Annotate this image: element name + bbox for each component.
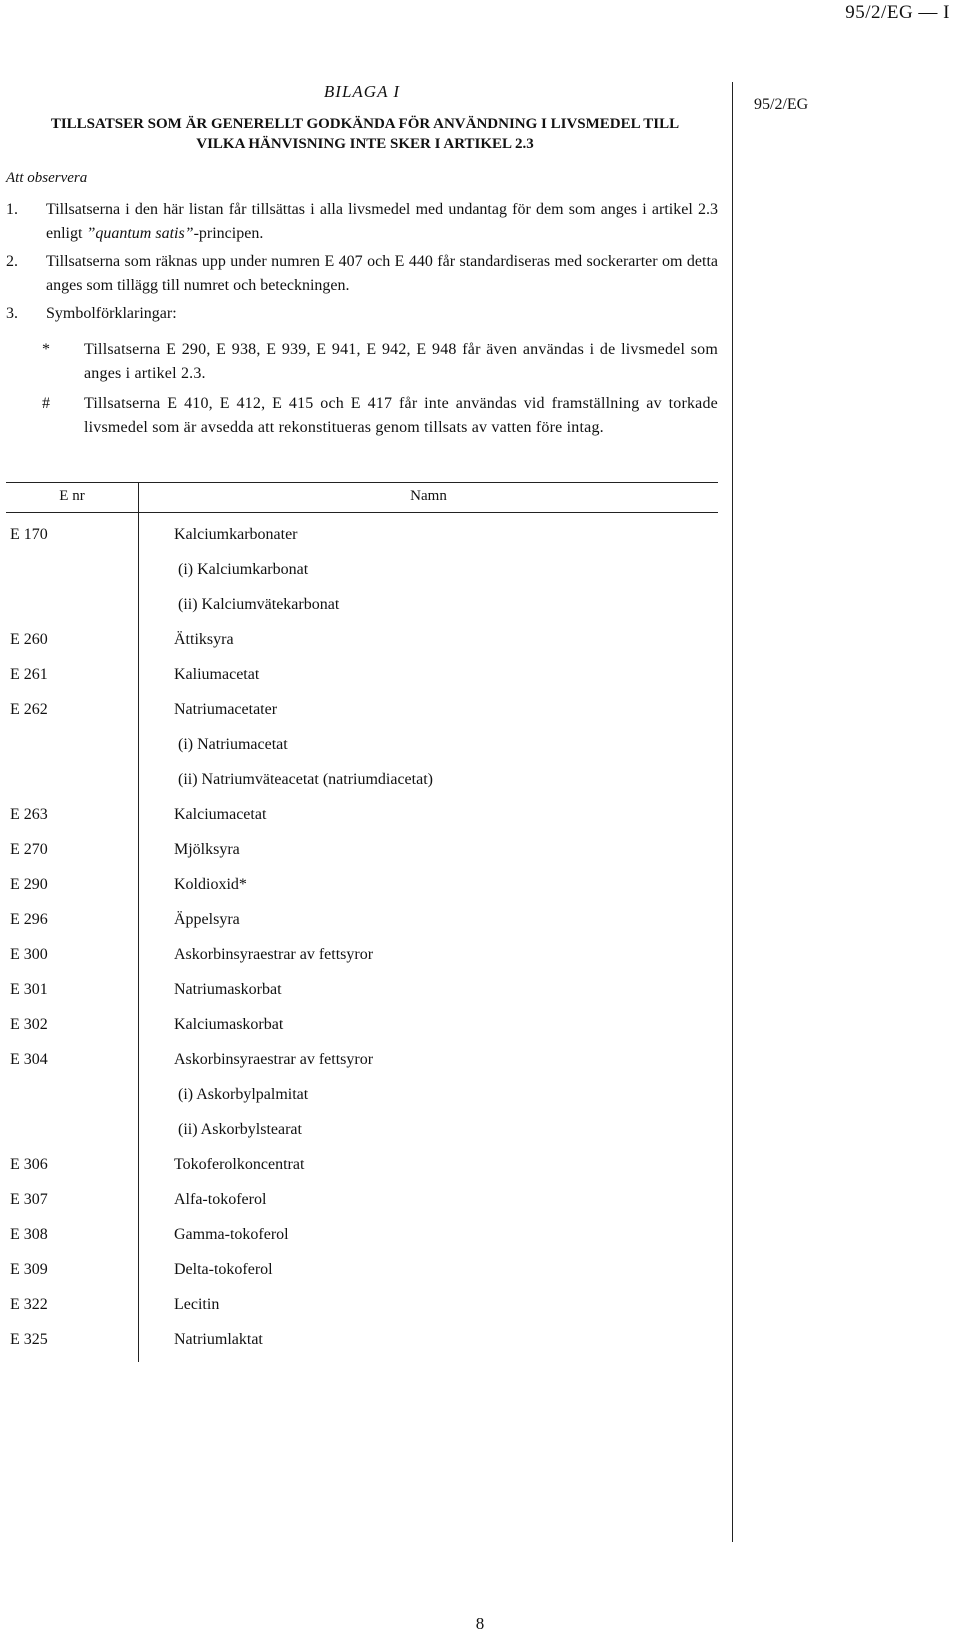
table-row — [0, 1121, 724, 1156]
annex-title-line-2: VILKA HÄNVISNING INTE SKER I ARTIKEL 2.3 — [196, 136, 534, 152]
e-number: E 170 — [10, 526, 48, 543]
symbol-text: Tillsatserna E 410, E 412, E 415 och E 417 får inte användas vid framställning av torkade livsmedel som är avsedda att rekonstitueras genom tillsats av vatten före intag. — [84, 395, 718, 436]
note-text: Symbolförklaringar: — [46, 305, 177, 322]
column-header-code: E nr — [59, 488, 85, 504]
additive-name: Äppelsyra — [174, 911, 240, 928]
page-number: 8 — [475, 1614, 485, 1633]
e-number: E 302 — [10, 1016, 48, 1033]
additive-name: Natriumacetater — [174, 701, 278, 718]
table-row — [0, 666, 724, 701]
symbol-text: Tillsatserna E 290, E 938, E 939, E 941, E 942, E 948 får även användas i de livsmedel som anges i artikel 2.3. — [84, 341, 718, 382]
additive-name: Lecitin — [174, 1296, 220, 1313]
additive-name: Askorbinsyraestrar av fettsyror — [174, 946, 374, 963]
table-row — [0, 1156, 724, 1191]
e-number: E 300 — [10, 946, 48, 963]
table-row — [0, 1296, 724, 1331]
note-item-3 — [6, 302, 718, 328]
e-number: E 308 — [10, 1226, 48, 1243]
annex-title — [6, 114, 724, 154]
additive-name: Kalciumaskorbat — [174, 1016, 284, 1033]
e-number: E 290 — [10, 876, 48, 893]
additive-subname: (i) Askorbylpalmitat — [178, 1086, 309, 1103]
table-row — [0, 946, 724, 981]
table-row — [0, 806, 724, 841]
additive-name: Ättiksyra — [174, 631, 234, 648]
e-number: E 306 — [10, 1156, 48, 1173]
additive-subname: (ii) Natriumväteacetat (natriumdiacetat) — [178, 771, 433, 788]
additive-subname: (i) Natriumacetat — [178, 736, 288, 753]
additive-name: Alfa-tokoferol — [174, 1191, 267, 1208]
table-row — [0, 1261, 724, 1296]
e-number: E 307 — [10, 1191, 48, 1208]
additive-name: Natriumaskorbat — [174, 981, 282, 998]
quantum-satis-term: ”quantum satis” — [86, 225, 194, 242]
additive-name: Kaliumacetat — [174, 666, 260, 683]
e-number: E 322 — [10, 1296, 48, 1313]
additive-name: Natriumlaktat — [174, 1331, 263, 1348]
table-row — [0, 631, 724, 666]
table-row — [0, 561, 724, 596]
table-row — [0, 526, 724, 561]
table-row — [0, 736, 724, 771]
table-row — [0, 596, 724, 631]
table-row — [0, 1051, 724, 1086]
additive-name: Askorbinsyraestrar av fettsyror — [174, 1051, 374, 1068]
e-number: E 301 — [10, 981, 48, 998]
symbol-mark: * — [42, 341, 50, 358]
e-number: E 260 — [10, 631, 48, 648]
annex-title-line-1: TILLSATSER SOM ÄR GENERELLT GODKÄNDA FÖR ANVÄNDNING I LIVSMEDEL TILL — [50, 116, 680, 132]
additive-subname: (ii) Askorbylstearat — [178, 1121, 302, 1138]
note-number: 1. — [6, 201, 18, 218]
e-number: E 309 — [10, 1261, 48, 1278]
annex-label: BILAGA I — [323, 82, 401, 101]
additive-name: Delta-tokoferol — [174, 1261, 273, 1278]
note-text: Tillsatserna som räknas upp under numren E 407 och E 440 får standardiseras med sockerarter om detta anges som tillägg till numret och beteckningen. — [46, 253, 718, 294]
e-number: E 325 — [10, 1331, 48, 1348]
running-header: 95/2/EG — I — [845, 2, 950, 23]
table-header-rule — [6, 512, 718, 513]
notes-heading: Att observera — [6, 170, 88, 186]
additive-name: Mjölksyra — [174, 841, 240, 858]
additive-subname: (ii) Kalciumvätekarbonat — [178, 596, 340, 613]
column-header-name: Namn — [410, 488, 447, 504]
e-number: E 262 — [10, 701, 48, 718]
table-top-rule — [6, 482, 718, 483]
table-row — [0, 1086, 724, 1121]
table-row — [0, 1191, 724, 1226]
note-number: 3. — [6, 305, 18, 322]
additive-name: Gamma-tokoferol — [174, 1226, 289, 1243]
table-row — [0, 701, 724, 736]
margin-divider — [732, 82, 733, 1542]
table-row — [0, 911, 724, 946]
table-row — [0, 981, 724, 1016]
e-number: E 270 — [10, 841, 48, 858]
symbol-hash — [42, 392, 718, 466]
note-item-2 — [6, 250, 718, 300]
note-number: 2. — [6, 253, 18, 270]
table-row — [0, 1331, 724, 1366]
note-item-1 — [6, 198, 718, 248]
table-row — [0, 1016, 724, 1051]
additive-name: Tokoferolkoncentrat — [174, 1156, 305, 1173]
e-number: E 296 — [10, 911, 48, 928]
additive-subname: (i) Kalciumkarbonat — [178, 561, 309, 578]
additive-name: Kalciumkarbonater — [174, 526, 298, 543]
table-row — [0, 841, 724, 876]
e-number: E 304 — [10, 1051, 48, 1068]
symbol-mark: # — [42, 395, 50, 412]
table-row — [0, 1226, 724, 1261]
margin-reference: 95/2/EG — [754, 96, 809, 113]
additive-name: Koldioxid* — [174, 876, 247, 893]
symbol-asterisk — [42, 338, 718, 388]
table-row — [0, 876, 724, 911]
e-number: E 263 — [10, 806, 48, 823]
additive-name: Kalciumacetat — [174, 806, 267, 823]
note-text: Tillsatserna i den här listan får tillsättas i alla livsmedel med undantag för dem som anges i artikel 2.3 enligt ”quantum satis”-principen. — [46, 201, 718, 242]
e-number: E 261 — [10, 666, 48, 683]
table-row — [0, 771, 724, 806]
